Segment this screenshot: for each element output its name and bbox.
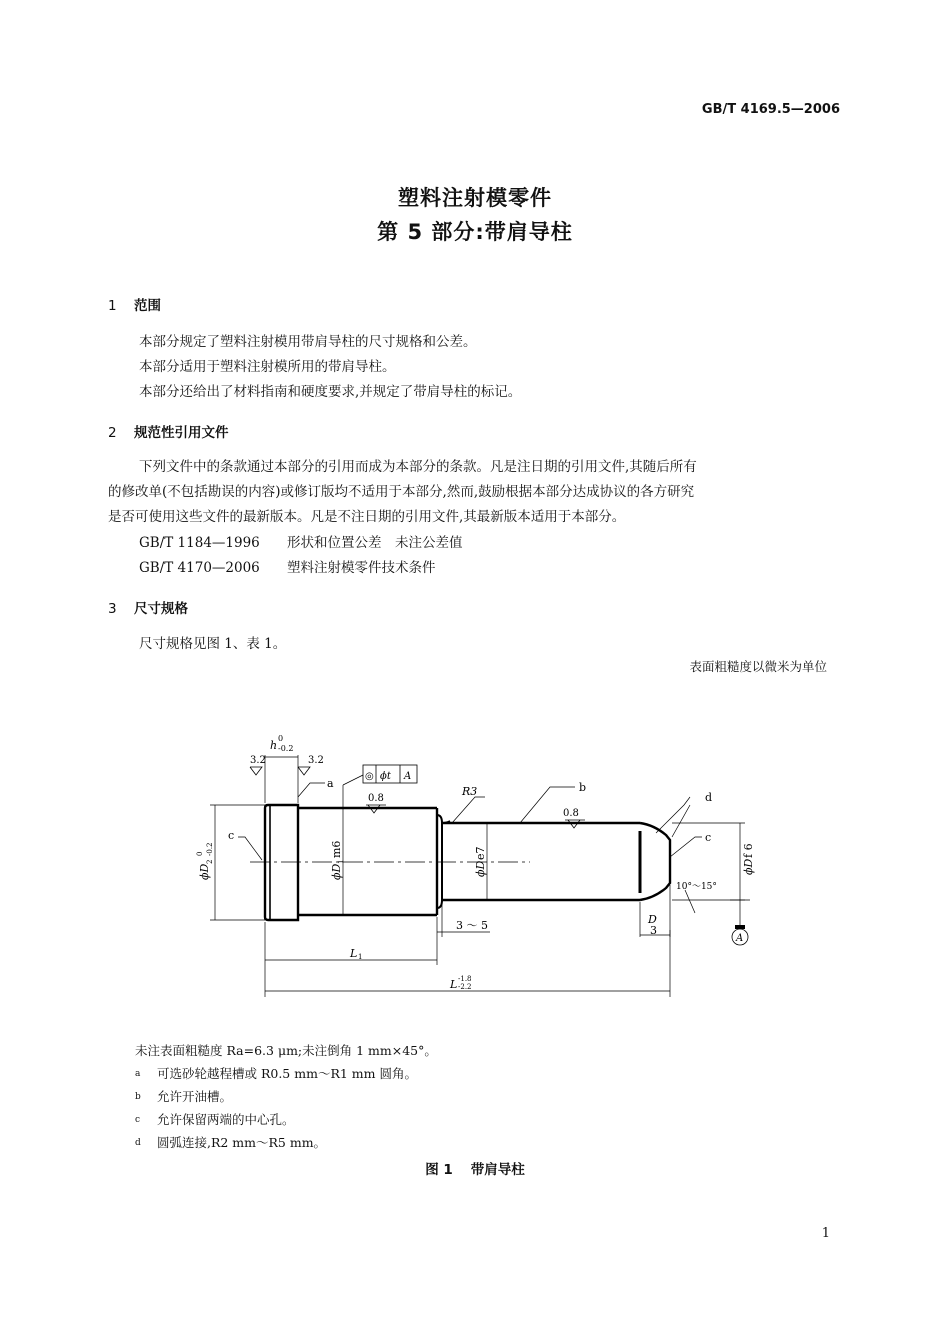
- dim-l1-label: L: [350, 947, 358, 960]
- footnote-marker-d: d: [705, 791, 713, 804]
- radius-r3-label: R3: [462, 785, 478, 798]
- footnote-marker-c-right: c: [705, 831, 712, 844]
- shouldered-guide-pillar-drawing: [190, 725, 770, 1005]
- dim-h-tol-up: 0: [278, 734, 284, 743]
- dim-groove-label: 3 ～ 5: [456, 919, 488, 932]
- dim-h-tol-low: -0.2: [278, 744, 294, 753]
- section-1-heading: 1 范围: [108, 298, 161, 314]
- roughness-body-value: 0.8: [368, 793, 384, 804]
- tolerance-value: ϕt: [380, 771, 391, 782]
- dim-d1-fit: m6: [330, 840, 343, 858]
- roughness-right-value: 3.2: [308, 755, 324, 766]
- section-2-heading: 2 规范性引用文件: [108, 425, 229, 441]
- section-3-heading: 3 尺寸规格: [108, 601, 188, 617]
- dim-h-label: h: [270, 739, 278, 752]
- section-1-paragraph: 本部分还给出了材料指南和硬度要求,并规定了带肩导柱的标记。: [139, 384, 522, 400]
- dim-df-fit: f 6: [742, 843, 755, 858]
- roughness-unit-note: 表面粗糙度以微米为单位: [689, 659, 827, 674]
- dim-df-label: ϕD: [742, 858, 755, 875]
- dim-guide-dia-label: ϕD: [474, 860, 487, 877]
- section-1-paragraph: 本部分规定了塑料注射模用带肩导柱的尺寸规格和公差。: [139, 334, 477, 350]
- dim-d3-numerator: D: [648, 913, 657, 926]
- standard-code: GB/T 4169.5—2006: [701, 102, 840, 117]
- footnote-a: $^a$ 可选砂轮越程槽或 R0.5 mm～R1 mm 圆角。: [135, 1066, 417, 1081]
- coaxiality-symbol: ◎: [365, 771, 374, 782]
- dim-d2-label: ϕD: [198, 863, 211, 880]
- dim-d2-tol-up: 0: [196, 851, 204, 856]
- datum-a-label: A: [736, 933, 744, 944]
- drawing-general-note: 未注表面粗糙度 Ra=6.3 μm;未注倒角 1 mm×45°。: [135, 1043, 437, 1058]
- roughness-guide-value: 0.8: [563, 808, 579, 819]
- normative-reference: GB/T 4170—2006 塑料注射模零件技术条件: [139, 560, 436, 576]
- section-2-paragraph-line: 是否可使用这些文件的最新版本。凡是不注日期的引用文件,其最新版本适用于本部分。: [108, 509, 626, 525]
- footnote-b: $^b$ 允许开油槽。: [135, 1089, 233, 1104]
- section-3-paragraph: 尺寸规格见图 1、表 1。: [139, 636, 287, 652]
- dim-l-tol-up: -1.8: [458, 975, 472, 983]
- dim-d1-sub: 1: [337, 859, 345, 864]
- roughness-left-value: 3.2: [250, 755, 266, 766]
- footnote-marker-c-left: c: [228, 829, 235, 842]
- lead-angle-label: 10°～15°: [676, 882, 717, 892]
- footnote-c: $^c$ 允许保留两端的中心孔。: [135, 1112, 295, 1127]
- normative-reference: GB/T 1184—1996 形状和位置公差 未注公差值: [139, 535, 463, 551]
- tolerance-datum-ref: A: [404, 771, 412, 782]
- dim-guide-dia-fit: e7: [474, 846, 487, 860]
- dim-d2-tol-low: -0.2: [206, 842, 214, 856]
- dim-l-label: L: [450, 978, 458, 991]
- footnote-d: $^d$ 圆弧连接,R2 mm～R5 mm。: [135, 1135, 327, 1150]
- section-2-paragraph-line: 下列文件中的条款通过本部分的引用而成为本部分的条款。凡是注日期的引用文件,其随后所有: [139, 459, 697, 475]
- figure-caption: 图 1 带肩导柱: [425, 1162, 525, 1178]
- dim-l-tol-low: -2.2: [458, 983, 472, 991]
- dim-l1-sub: 1: [358, 953, 363, 961]
- footnote-marker-b: b: [579, 781, 587, 794]
- section-1-paragraph: 本部分适用于塑料注射模所用的带肩导柱。: [139, 359, 396, 375]
- page-number: 1: [821, 1226, 830, 1241]
- section-2-paragraph-line: 的修改单(不包括勘误的内容)或修订版均不适用于本部分,然而,鼓励根据本部分达成协议的各方研究: [108, 484, 695, 500]
- dim-d3-denominator: 3: [650, 924, 657, 937]
- footnote-marker-a: a: [327, 777, 334, 790]
- document-title: 塑料注射模零件: [398, 186, 552, 210]
- document-subtitle: 第 5 部分:带肩导柱: [377, 220, 573, 244]
- dim-d1-label: ϕD: [330, 863, 343, 880]
- dim-d2-sub: 2: [206, 859, 214, 864]
